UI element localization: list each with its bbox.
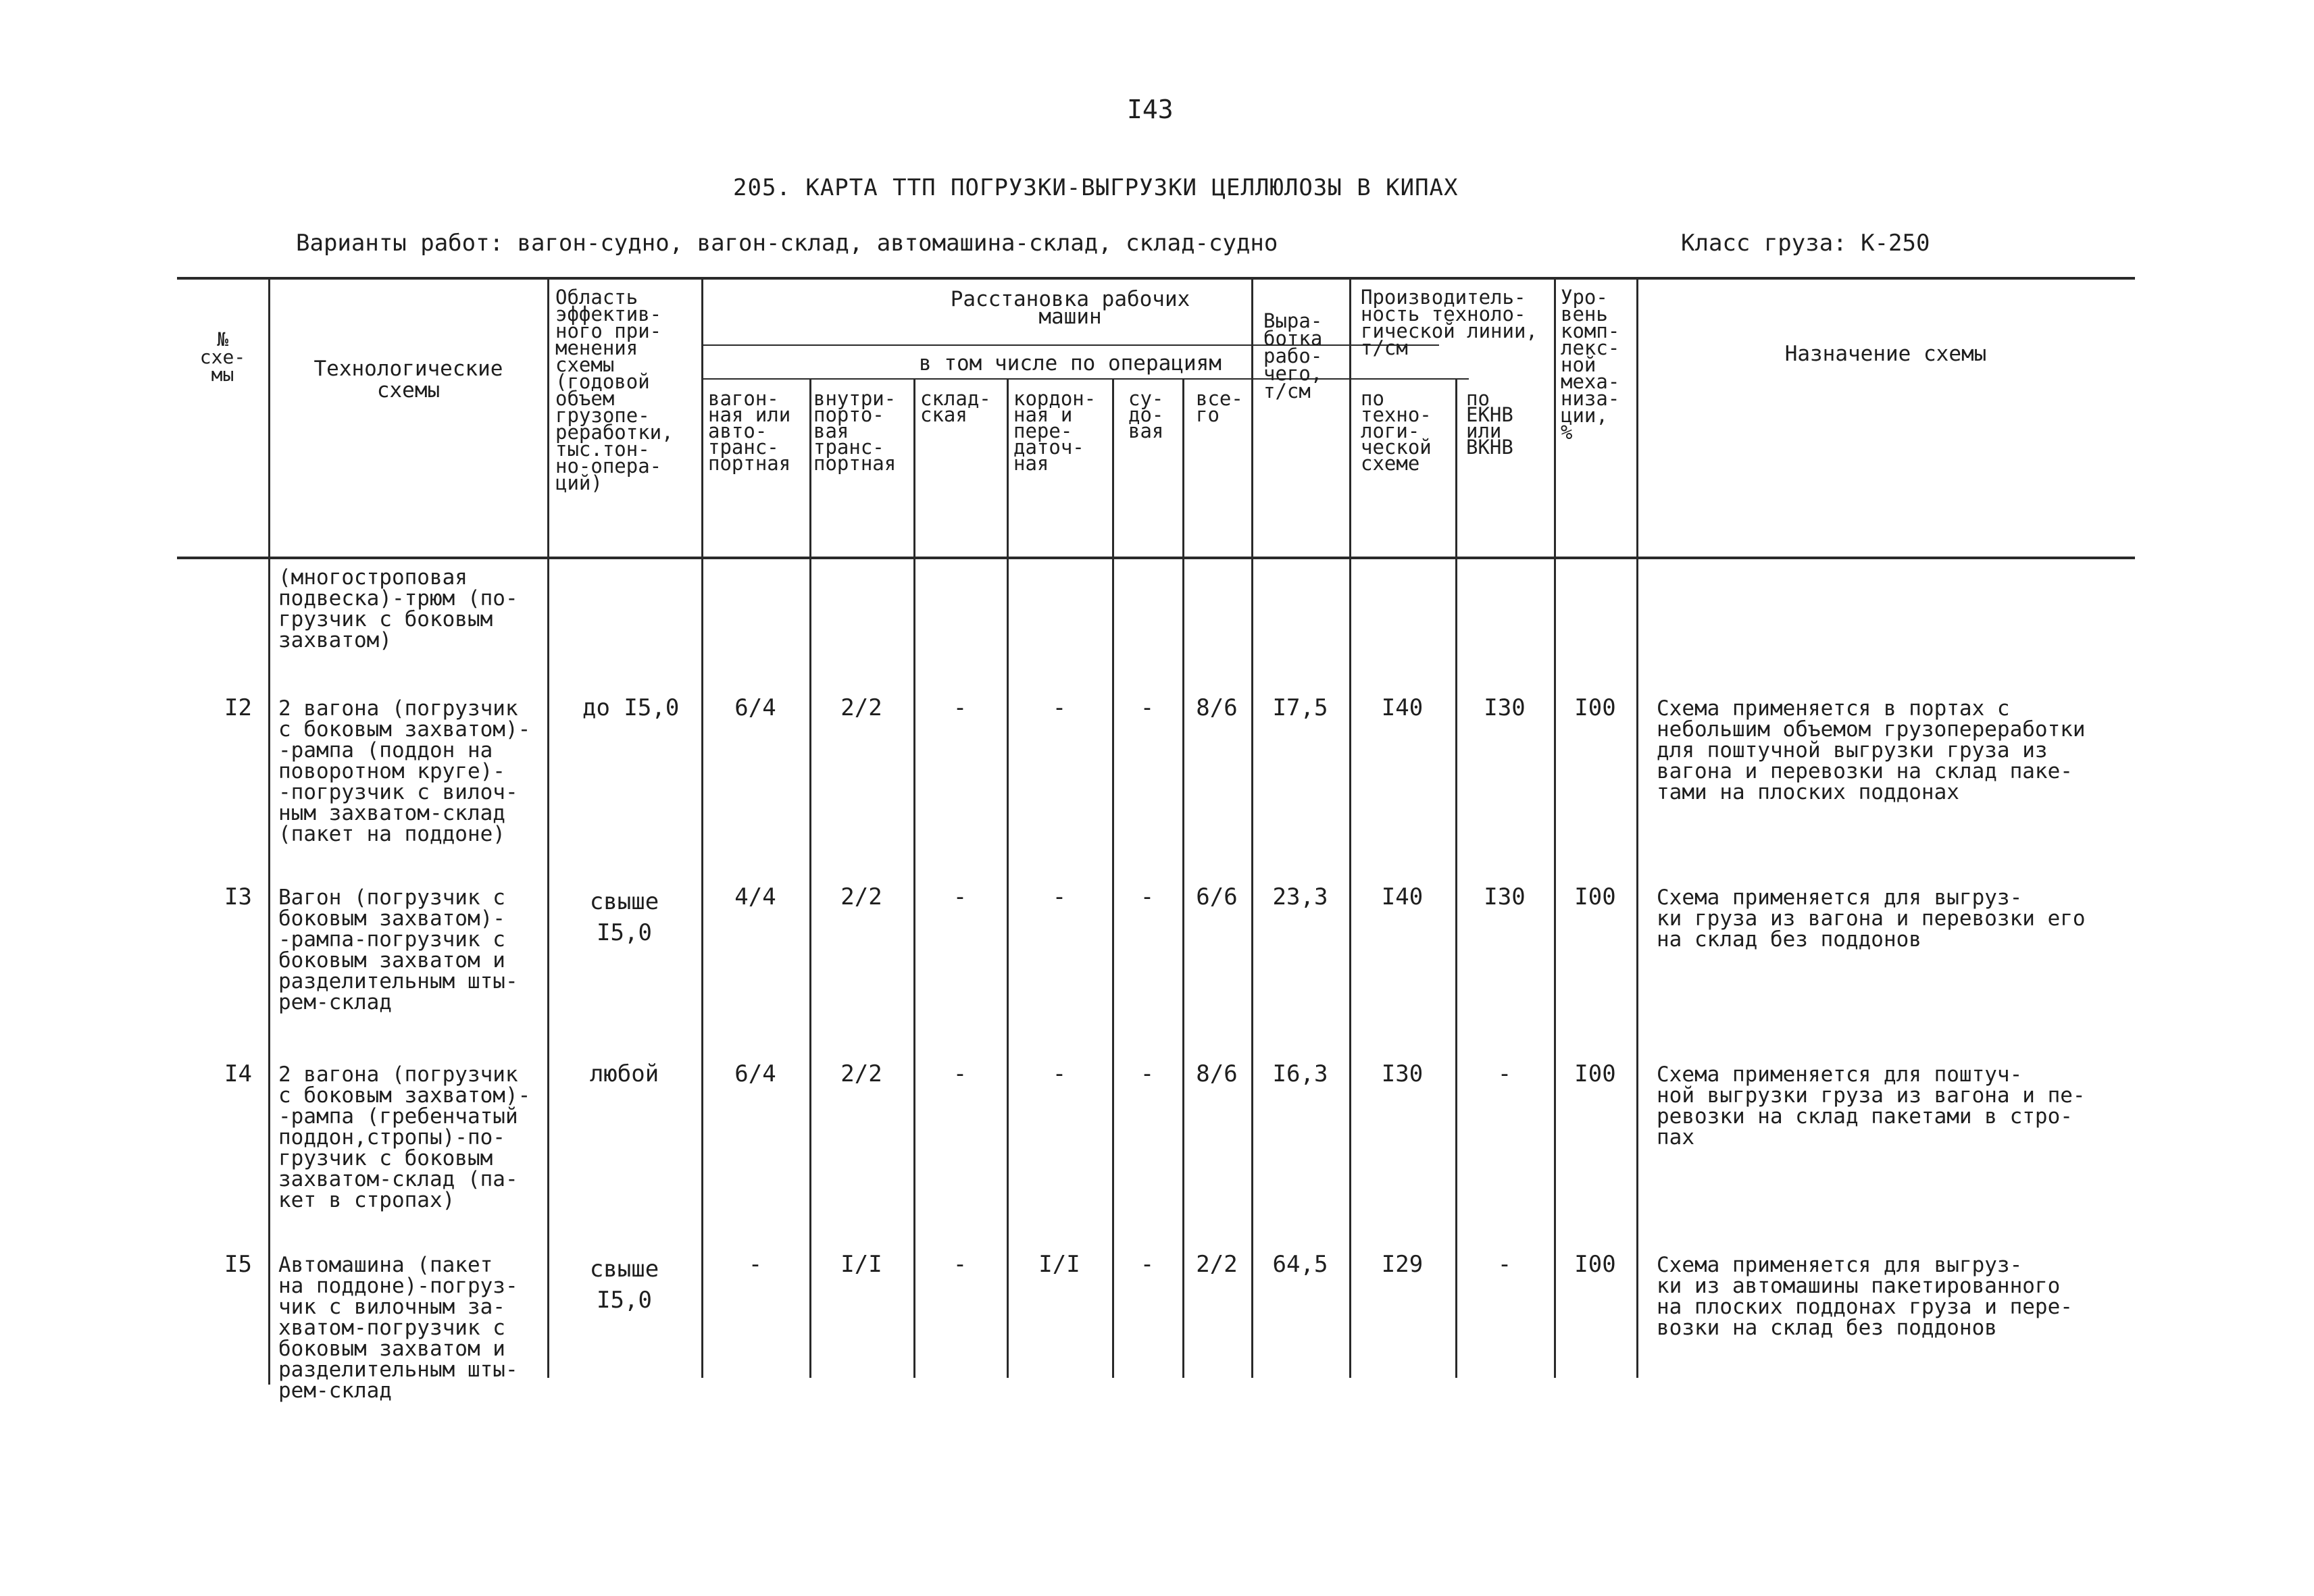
row-scheme: Вагон (погрузчик с боковым захватом)- -рампа-погрузчик с боковым захватом и разделительным шты- рем-склад xyxy=(278,885,518,1014)
row-op-wagon: 6/4 xyxy=(734,694,776,721)
row-no: I5 xyxy=(224,1251,252,1278)
row-op-warehouse: - xyxy=(953,1251,967,1278)
header-output: Выра- ботка рабо- чего, т/см xyxy=(1263,309,1323,403)
col-rule xyxy=(547,277,549,1378)
row-prod-scheme: I40 xyxy=(1381,694,1424,721)
row-no: I2 xyxy=(224,694,252,721)
row-prod-ekhnv: I30 xyxy=(1484,694,1526,721)
row-prod-scheme: I30 xyxy=(1381,1060,1424,1087)
header-op-ship: су- до- вая xyxy=(1128,387,1164,442)
row-op-warehouse: - xyxy=(953,1060,967,1087)
col-rule xyxy=(1112,378,1114,1378)
header-area: Область эффектив- ного при- менения схемы (годовой объем грузопе- реработки, тыс.тон- но-опера- ций) xyxy=(555,286,674,494)
col-rule xyxy=(1251,277,1253,1378)
row-op-internal: 2/2 xyxy=(840,883,882,910)
header-op-internal: внутри- порто- вая транс- портная xyxy=(813,387,897,475)
header-mech-level: Уро- вень комп- лекс- ной меха- низа- ции, % xyxy=(1561,286,1620,444)
row-scheme: 2 вагона (погрузчик с боковым захватом)- -рампа (поддон на поворотном круге)- -погрузчик с вилоч- ным захватом-склад (пакет на поддоне) xyxy=(278,696,531,846)
col-rule xyxy=(1636,277,1638,1378)
row-op-total: 8/6 xyxy=(1196,1060,1238,1087)
table-top-rule xyxy=(177,277,2135,280)
col-rule xyxy=(1007,378,1009,1378)
row-op-cordon: - xyxy=(1052,694,1067,721)
row-op-ship: - xyxy=(1140,883,1155,910)
work-variants: Варианты работ: вагон-судно, вагон-склад, автомашина-склад, склад-судно xyxy=(296,230,1278,257)
header-purpose: Назначение схемы xyxy=(1784,342,1987,366)
row-scheme: 2 вагона (погрузчик с боковым захватом)- -рампа (гребенчатый поддон,стропы)-по- грузчик с боковым захватом-склад (па- кет в стропах) xyxy=(278,1062,531,1212)
row-output: 23,3 xyxy=(1272,883,1328,910)
row-op-cordon: I/I xyxy=(1038,1251,1080,1278)
row-no: I3 xyxy=(224,883,252,910)
row-area: любой xyxy=(589,1060,659,1087)
row-op-wagon: - xyxy=(748,1251,763,1278)
header-op-wagon: вагон- ная или авто- транс- портная xyxy=(708,387,791,475)
row-op-total: 6/6 xyxy=(1196,883,1238,910)
header-op-warehouse: склад- ская xyxy=(920,387,991,426)
col-rule xyxy=(809,378,811,1378)
header-bottom-rule xyxy=(177,557,2135,559)
page-number: I43 xyxy=(1127,95,1174,124)
row-op-cordon: - xyxy=(1052,1060,1067,1087)
header-prod-by-ekhnv: по ЕКНВ или ВКНВ xyxy=(1466,387,1513,459)
row-prod-scheme: I40 xyxy=(1381,883,1424,910)
row-output: I7,5 xyxy=(1272,694,1328,721)
row-op-warehouse: - xyxy=(953,883,967,910)
col-rule xyxy=(1182,378,1184,1378)
row-op-ship: - xyxy=(1140,694,1155,721)
row-area: до I5,0 xyxy=(582,694,680,721)
header-productivity: Производитель- ность техноло- гической линии, т/см xyxy=(1361,286,1538,359)
header-op-total: все- го xyxy=(1196,387,1243,426)
row-purpose: Схема применяется в портах с небольшим объемом грузопереработки для поштучной выгрузки груза из вагона и перевозки на склад паке- тами на плоских поддонах xyxy=(1657,696,2086,804)
row-purpose: Схема применяется для поштуч- ной выгрузки груза из вагона и пе- ревозки на склад пакетами в стро- пах xyxy=(1657,1062,2086,1150)
row-area: свыше I5,0 xyxy=(589,888,659,946)
row-mech: I00 xyxy=(1574,1251,1616,1278)
row-purpose: Схема применяется для выгруз- ки из автомашины пакетированного на плоских поддонах груза и пере- возки на склад без поддонов xyxy=(1657,1253,2073,1340)
row-prod-ekhnv: - xyxy=(1497,1251,1512,1278)
header-prod-by-scheme: по техно- логи- ческой схеме xyxy=(1361,387,1432,475)
row-prod-ekhnv: I30 xyxy=(1484,883,1526,910)
row-prod-ekhnv: - xyxy=(1497,1060,1512,1087)
header-tech-schemes: Технологические схемы xyxy=(313,357,503,403)
row-purpose: Схема применяется для выгруз- ки груза из вагона и перевозки его на склад без поддонов xyxy=(1657,885,2086,952)
col-rule xyxy=(913,378,915,1378)
row-output: 64,5 xyxy=(1272,1251,1328,1278)
col-rule xyxy=(1455,378,1457,1378)
row-no: I4 xyxy=(224,1060,252,1087)
row-output: I6,3 xyxy=(1272,1060,1328,1087)
row-mech: I00 xyxy=(1574,883,1616,910)
col-rule xyxy=(1349,277,1351,1378)
tech-process-table xyxy=(177,277,2135,1403)
document-title: 205. КАРТА ТТП ПОГРУЗКИ-ВЫГРУЗКИ ЦЕЛЛЮЛОЗЫ В КИПАХ xyxy=(733,174,1459,201)
row-area: свыше I5,0 xyxy=(589,1256,659,1314)
row-mech: I00 xyxy=(1574,1060,1616,1087)
cargo-class: Класс груза: К-250 xyxy=(1681,230,1930,257)
header-by-operations: в том числе по операциям xyxy=(919,351,1222,376)
row-op-total: 2/2 xyxy=(1196,1251,1238,1278)
header-scheme-no: № схе- мы xyxy=(199,328,246,386)
col-rule xyxy=(268,277,270,1385)
col-rule xyxy=(701,277,703,1378)
row-op-internal: 2/2 xyxy=(840,694,882,721)
placement-subrule xyxy=(701,344,1439,346)
row-op-internal: 2/2 xyxy=(840,1060,882,1087)
continuation-text: (многостроповая подвеска)-трюм (по- грузчик с боковым захватом) xyxy=(278,565,518,652)
row-scheme: Автомашина (пакет на поддоне)-погруз- чик с вилочным за- хватом-погрузчик с боковым захватом и разделительным шты- рем-склад xyxy=(278,1253,518,1403)
row-op-total: 8/6 xyxy=(1196,694,1238,721)
row-mech: I00 xyxy=(1574,694,1616,721)
row-op-internal: I/I xyxy=(840,1251,882,1278)
header-placement: Расстановка рабочих машин xyxy=(950,287,1190,329)
row-op-wagon: 6/4 xyxy=(734,1060,776,1087)
row-op-warehouse: - xyxy=(953,694,967,721)
row-prod-scheme: I29 xyxy=(1381,1251,1424,1278)
col-rule xyxy=(1554,277,1556,1378)
header-op-cordon: кордон- ная и пере- даточ- ная xyxy=(1013,387,1097,475)
row-op-cordon: - xyxy=(1052,883,1067,910)
row-op-ship: - xyxy=(1140,1251,1155,1278)
row-op-ship: - xyxy=(1140,1060,1155,1087)
row-op-wagon: 4/4 xyxy=(734,883,776,910)
